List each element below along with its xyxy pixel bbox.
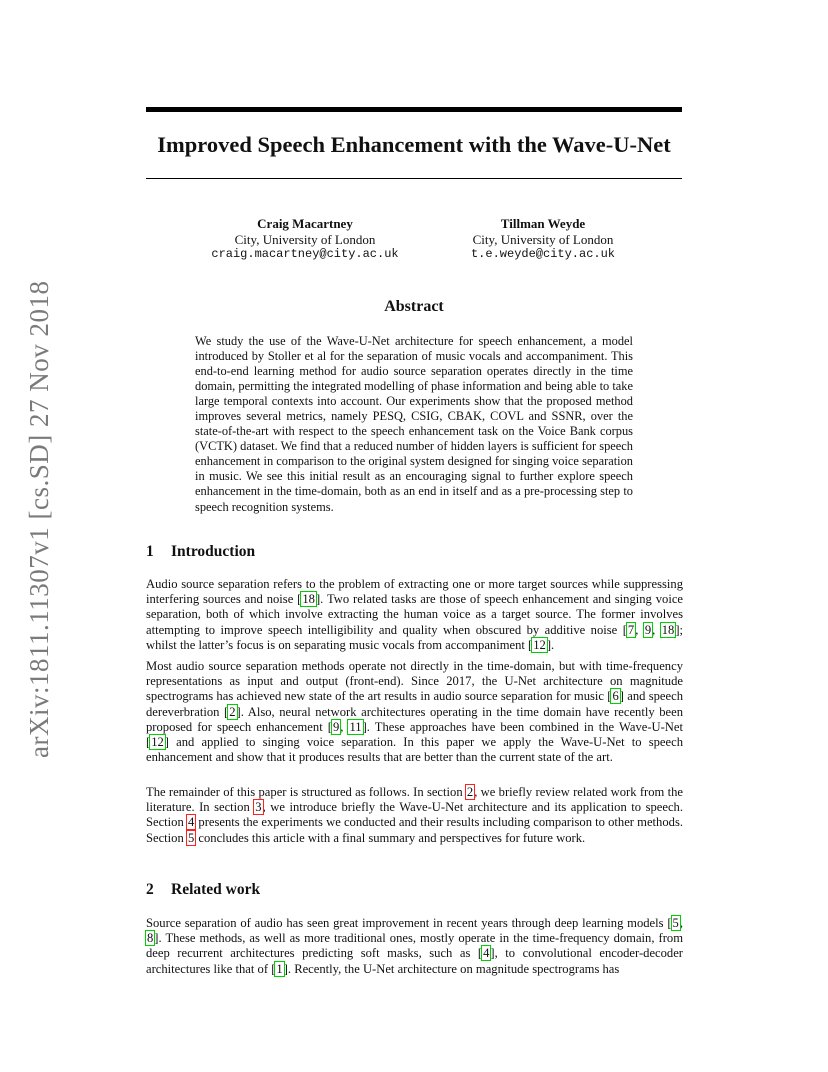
citation-link[interactable]: 18 bbox=[661, 622, 675, 637]
citation-link[interactable]: 9 bbox=[332, 719, 340, 734]
section-title: Related work bbox=[171, 881, 261, 898]
citation-link[interactable]: 9 bbox=[644, 622, 652, 637]
section-heading-related-work bbox=[146, 881, 260, 899]
abstract-text: We study the use of the Wave-U-Net architecture for speech enhancement, a model introduced by Stoller et al for the separation of music vocals and accompaniment. This end-to-end learning method for audio source separation operates directly in the time domain, permitting the integrated modelling of phase information and being able to take large temporal contexts into account. Our experiments show that the proposed method improves several metrics, namely PESQ, CSIG, CBAK, COVL and SSNR, over the state-of-the-art with respect to the speech enhancement task on the Voice Bank corpus (VCTK) dataset. We find that a reduced number of hidden layers is sufficient for speech enhancement in comparison to the original system designed for singing voice separation in music. We see this initial result as an encouraging signal to further explore speech enhancement in the time-domain, both as an end in itself and as a pre-processing step to speech recognition systems. bbox=[195, 334, 633, 514]
abstract-heading: Abstract bbox=[384, 298, 444, 315]
intro-paragraph-1: Audio source separation refers to the problem of extracting one or more target sources while suppressing interfering sources and noise [18]. Two related tasks are those of speech enhancement and singing voice separation, both of which involve extracting the human voice as a target source. The former involves attempting to improve speech intelligibility and quality when obscured by additive noise [7, 9, 18]; whilst the latter’s focus is on separating music vocals from accompaniment [12]. bbox=[146, 577, 684, 652]
section-number: 1 bbox=[146, 543, 154, 560]
citation-link[interactable]: 4 bbox=[483, 946, 490, 961]
section-ref-link[interactable]: 4 bbox=[187, 815, 195, 830]
author-block-2 bbox=[423, 216, 663, 263]
citation-link[interactable]: 11 bbox=[349, 719, 362, 734]
citation-link[interactable]: 5 bbox=[672, 916, 679, 930]
citation-link[interactable]: 2 bbox=[229, 704, 236, 719]
section-ref-link[interactable]: 5 bbox=[187, 830, 195, 845]
citation-link[interactable]: 1 bbox=[276, 961, 283, 976]
author-email: craig.macartney@city.ac.uk bbox=[211, 247, 399, 261]
section-ref-link[interactable]: 3 bbox=[255, 800, 262, 815]
citation-link[interactable]: 8 bbox=[147, 931, 154, 946]
author-block-1 bbox=[185, 216, 425, 263]
citation-link[interactable]: 12 bbox=[151, 735, 164, 750]
paper-title: Improved Speech Enhancement with the Wave-U-Net bbox=[157, 132, 671, 157]
related-work-paragraph-1: Source separation of audio has seen great improvement in recent years through deep learning models [5, 8]. These methods, as well as more traditional ones, mostly operate in the time-frequency domain, from deep recurrent architectures predicting soft masks, such as [4], to convolutional encoder-decoder architectures like that of [1]. Recently, the U-Net architecture on magnitude spectrograms has bbox=[146, 916, 684, 976]
citation-link[interactable]: 18 bbox=[302, 592, 315, 607]
citation-link[interactable]: 12 bbox=[533, 637, 546, 652]
arxiv-identifier-text: arXiv:1811.11307v1 [cs.SD] 27 Nov 2018 bbox=[24, 280, 54, 758]
title-top-rule bbox=[146, 107, 682, 112]
author-affiliation: City, University of London bbox=[472, 231, 614, 247]
title-bottom-rule bbox=[146, 178, 682, 179]
intro-paragraph-3: The remainder of this paper is structured as follows. In section 2, we briefly review related work from the literature. In section 3, we introduce briefly the Wave-U-Net architecture and its application to speech. Section 4 presents the experiments we conducted and their results including comparison to other methods. Section 5 concludes this article with a final summary and perspectives for future work. bbox=[146, 785, 683, 845]
section-ref-link[interactable]: 2 bbox=[466, 785, 474, 799]
author-name: Craig Macartney bbox=[257, 216, 353, 231]
author-name: Tillman Weyde bbox=[500, 216, 586, 231]
intro-paragraph-2: Most audio source separation methods operate not directly in the time-domain, but with time-frequency representations as input and output (front-end). Since 2017, the U-Net architecture on magnitude spectrograms has achieved new state of the art results in audio source separation for music [6] and speech dereverbration [2]. Also, neural network architectures operating in the time domain have recently been proposed for speech enhancement [9, 11]. These approaches have been combined in the Wave-U-Net [12] and applied to singing voice separation. In this paper we apply the Wave-U-Net to speech enhancement and show that it produces results that are better than the current state of the art. bbox=[146, 659, 683, 765]
citation-link[interactable]: 7 bbox=[627, 622, 635, 637]
section-heading-introduction bbox=[146, 543, 255, 561]
citation-link[interactable]: 6 bbox=[612, 689, 619, 704]
author-email: t.e.weyde@city.ac.uk bbox=[470, 247, 616, 261]
section-number: 2 bbox=[146, 881, 154, 898]
author-affiliation: City, University of London bbox=[234, 231, 376, 247]
section-title: Introduction bbox=[171, 543, 256, 560]
arxiv-side-identifier bbox=[20, 282, 56, 762]
